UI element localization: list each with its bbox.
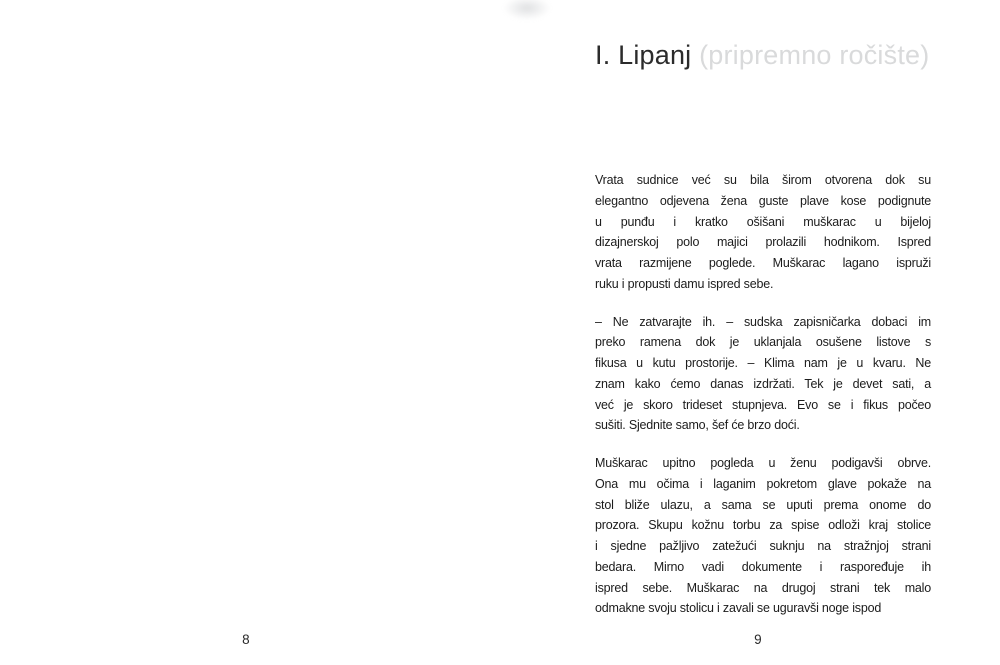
text-line: znam kako ćemo danas izdržati. Tek je devet sati, a	[595, 376, 931, 391]
text-line: dizajnerskoj polo majici prolazili hodnikom. Ispred	[595, 235, 931, 250]
text-line: Muškarac upitno pogleda u ženu podigavši obrve.	[595, 456, 931, 470]
text-line: Ona mu očima i laganim pokretom glave pokaže na	[595, 476, 931, 491]
page-number-left: 8	[242, 632, 250, 647]
text-line: preko ramena dok je uklanjala osušene listove s	[595, 335, 931, 350]
text-line: bedara. Mirno vadi dokumente i raspoređuje ih	[595, 559, 931, 574]
text-line: vrata razmijene poglede. Muškarac lagano ispruži	[595, 256, 931, 270]
text-line: ispred sebe. Muškarac na drugoj strani tek malo	[595, 580, 931, 595]
text-line: ruku i propusti damu ispred sebe.	[595, 276, 774, 291]
paragraph	[595, 170, 931, 295]
text-line: sušiti. Sjednite samo, šef će brzo doći.	[595, 418, 800, 433]
text-line: i sjedne pažljivo zatežući suknju na stražnjoj strani	[595, 539, 931, 553]
paragraph	[595, 453, 931, 619]
text-line: odmakne svoju stolicu i zavali se uguravši noge ispod	[595, 601, 882, 616]
text-line: – Ne zatvarajte ih. – sudska zapisničarka dobaci im	[595, 314, 931, 329]
text-line: u punđu i kratko ošišani muškarac u bijeloj	[595, 214, 931, 229]
page-number-right: 9	[754, 632, 762, 647]
text-line: već je skoro trideset stupnjeva. Evo se i fikus počeo	[595, 397, 931, 412]
chapter-heading-subtitle: (pripremno ročište)	[699, 40, 930, 70]
text-line: prozora. Skupu kožnu torbu za spise odloži kraj stolice	[595, 518, 931, 533]
body-text-column	[595, 170, 931, 619]
text-line: fikusa u kutu prostorije. – Klima nam je u kvaru. Ne	[595, 356, 931, 370]
text-line: elegantno odjevena žena guste plave kose podignute	[595, 193, 931, 208]
text-line: Vrata sudnice već su bila širom otvorena dok su	[595, 173, 931, 187]
chapter-heading-main: I. Lipanj	[595, 40, 700, 70]
text-line: stol bliže ulazu, a sama se uputi prema onome do	[595, 497, 931, 512]
paragraph	[595, 312, 931, 437]
page-right	[500, 0, 1000, 665]
chapter-heading	[595, 40, 995, 71]
